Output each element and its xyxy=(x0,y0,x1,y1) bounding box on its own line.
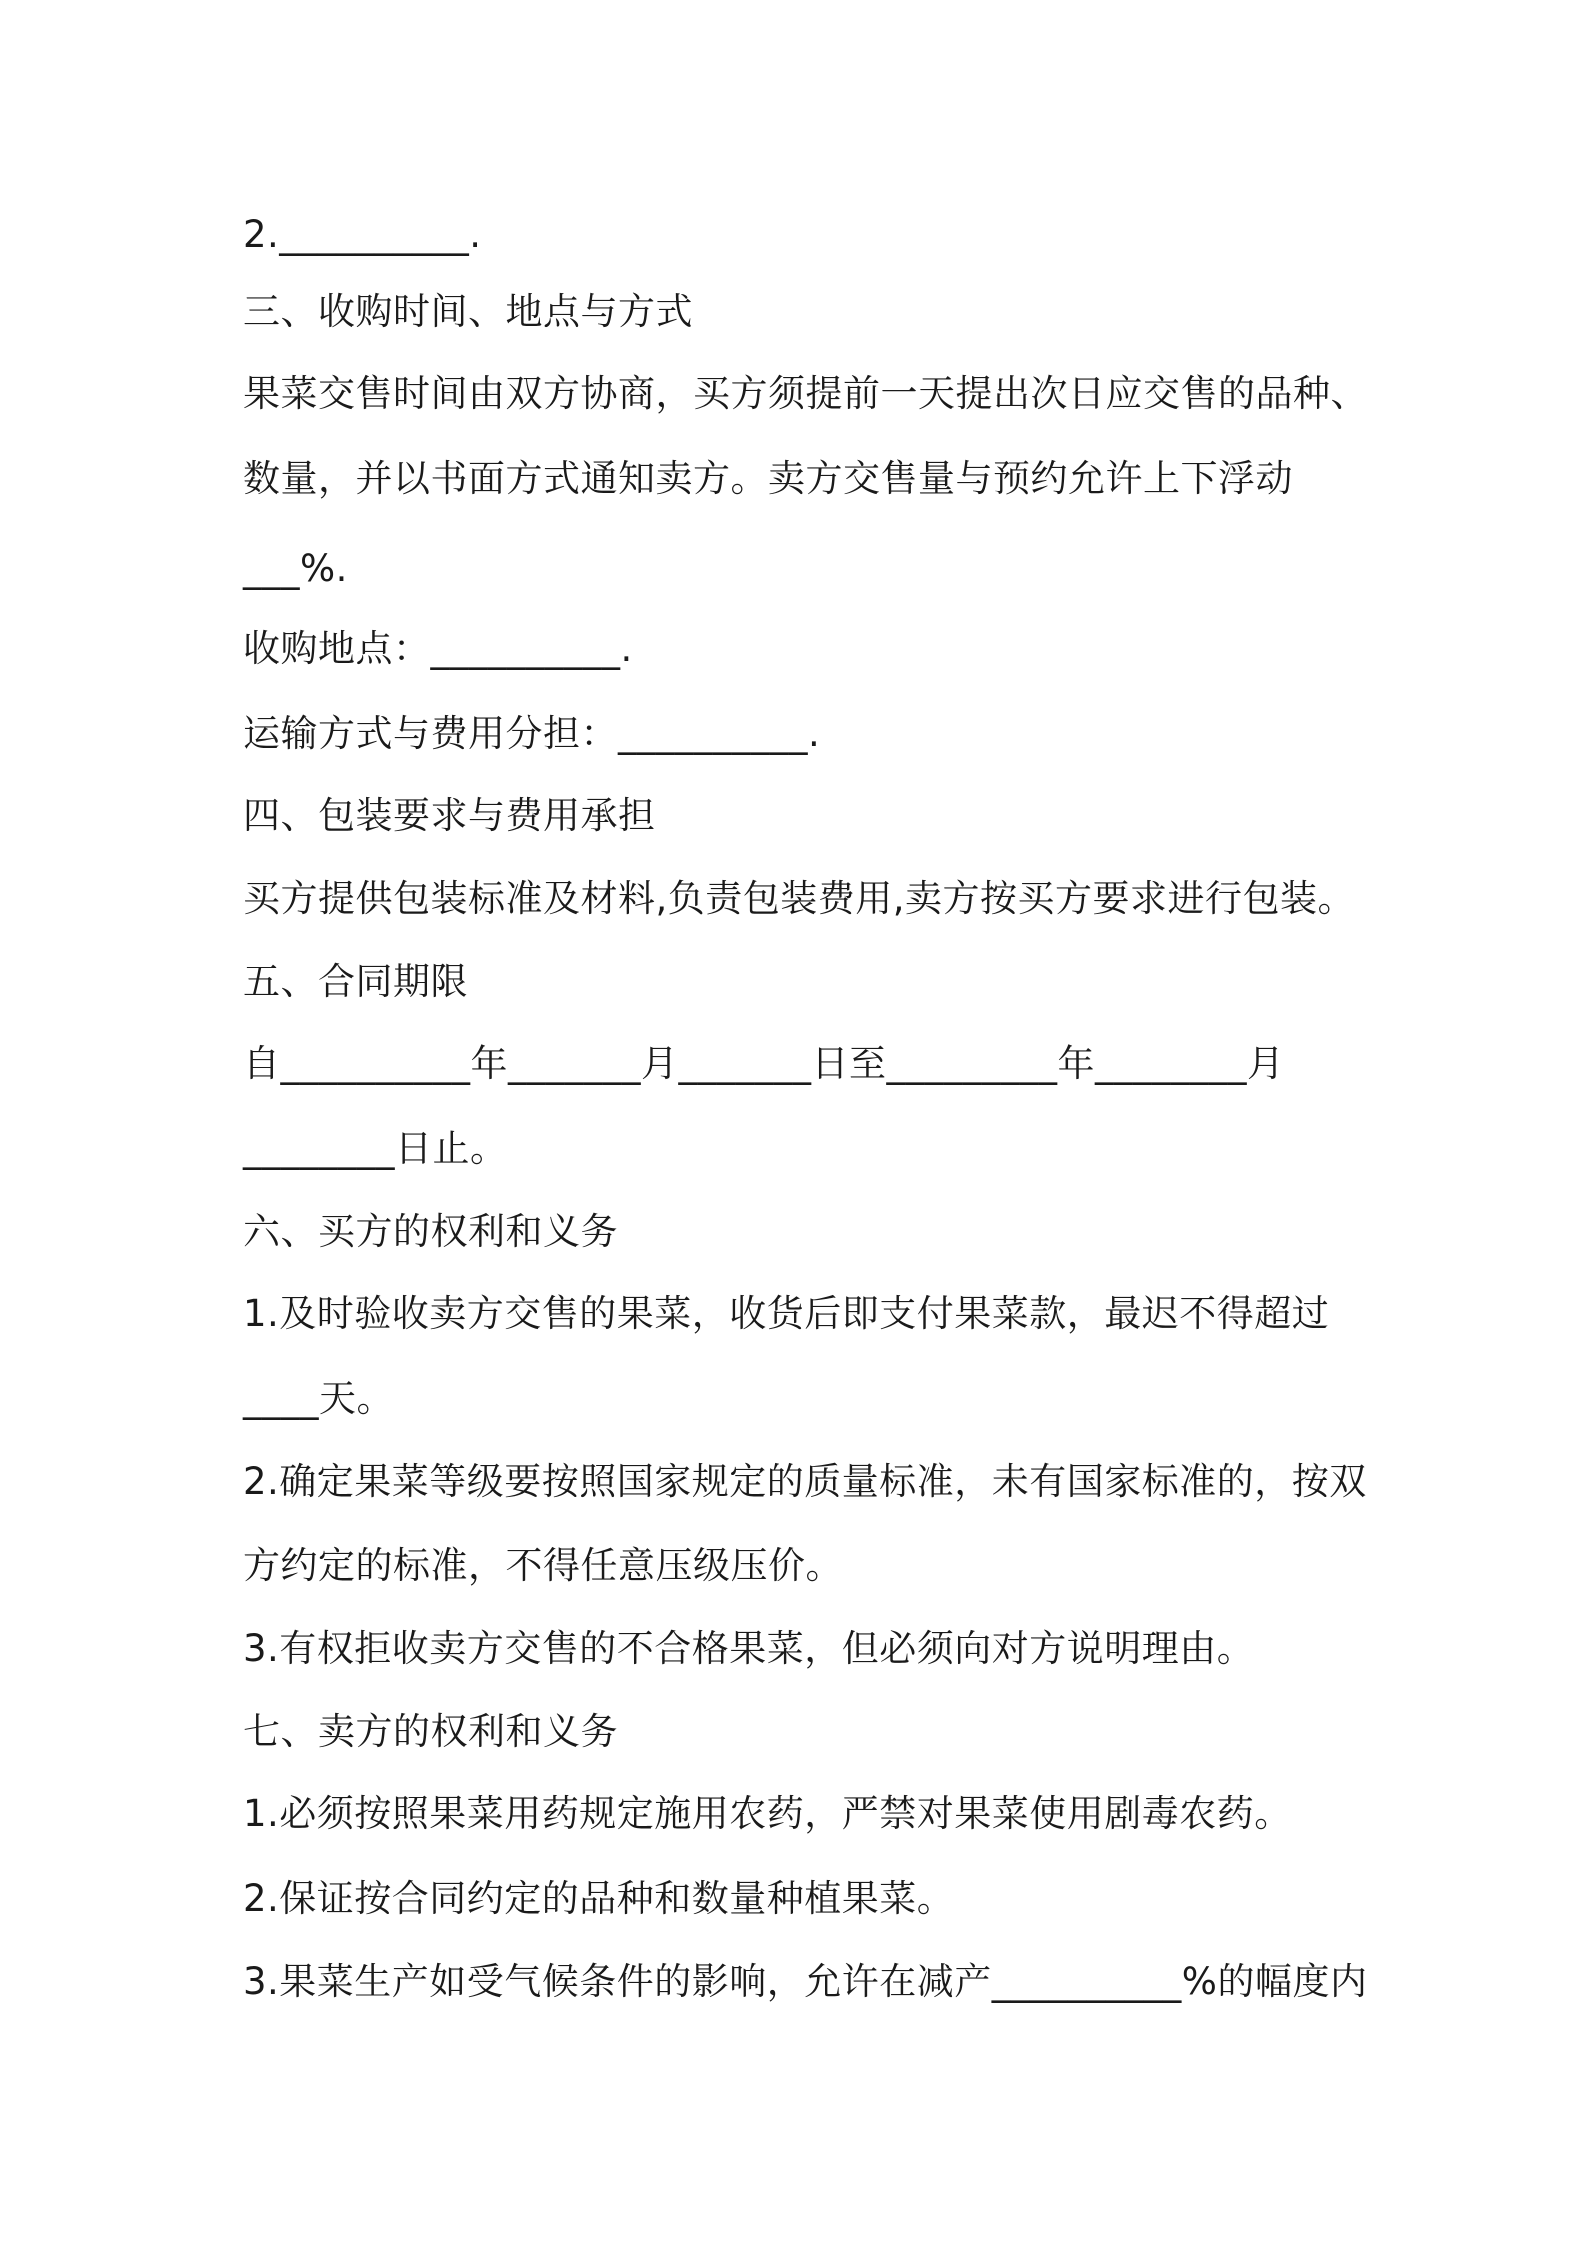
text-line: ____天。 xyxy=(243,1377,394,1420)
text-line: 1.及时验收卖方交售的果菜，收货后即支付果菜款，最迟不得超过 xyxy=(243,1292,1330,1335)
text-line: ___%. xyxy=(243,547,348,590)
text-line: 2.保证按合同约定的品种和数量种植果菜。 xyxy=(243,1877,955,1920)
text-line: 2.确定果菜等级要按照国家规定的质量标准，未有国家标准的，按双 xyxy=(243,1460,1367,1503)
text-line: 运输方式与费用分担：__________. xyxy=(243,712,821,755)
text-line: ________日止。 xyxy=(243,1127,508,1170)
text-line: 数量，并以书面方式通知卖方。卖方交售量与预约允许上下浮动 xyxy=(243,457,1293,500)
text-line: 果菜交售时间由双方协商，买方须提前一天提出次日应交售的品种、 xyxy=(243,372,1368,415)
section-heading: 四、包装要求与费用承担 xyxy=(243,794,656,837)
section-heading: 六、买方的权利和义务 xyxy=(243,1210,618,1253)
text-line: 买方提供包装标准及材料,负责包装费用,卖方按买方要求进行包装。 xyxy=(243,877,1356,920)
text-line: 自__________年_______月_______日至_________年________月 xyxy=(243,1042,1285,1085)
section-heading: 七、卖方的权利和义务 xyxy=(243,1710,618,1753)
section-heading: 五、合同期限 xyxy=(243,960,468,1003)
section-heading: 三、收购时间、地点与方式 xyxy=(243,290,693,333)
text-line: 3.有权拒收卖方交售的不合格果菜，但必须向对方说明理由。 xyxy=(243,1627,1255,1670)
text-line: 2.__________. xyxy=(243,213,482,256)
text-line: 3.果菜生产如受气候条件的影响，允许在减产__________%的幅度内 xyxy=(243,1960,1368,2003)
text-line: 方约定的标准，不得任意压级压价。 xyxy=(243,1544,843,1587)
text-line: 收购地点：__________. xyxy=(243,627,633,670)
text-line: 1.必须按照果菜用药规定施用农药，严禁对果菜使用剧毒农药。 xyxy=(243,1792,1292,1835)
